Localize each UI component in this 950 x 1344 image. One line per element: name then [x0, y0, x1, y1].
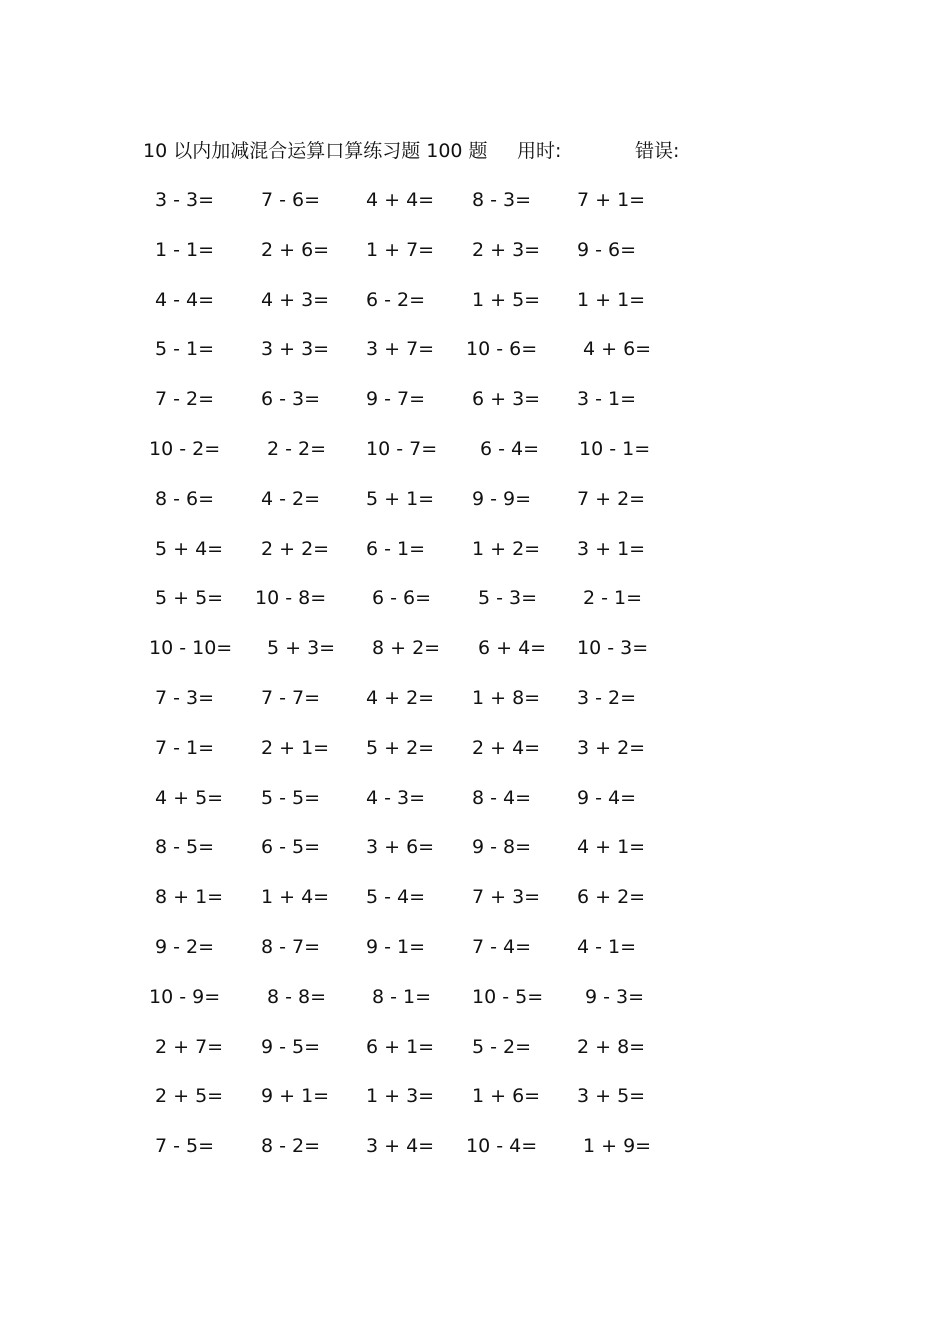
- worksheet-header: [143, 136, 783, 166]
- problem-item: 6 - 3=: [261, 388, 321, 411]
- problem-item: 9 + 1=: [261, 1085, 330, 1108]
- problem-item: 8 - 7=: [261, 935, 321, 958]
- problem-item: 8 - 5=: [155, 836, 215, 859]
- time-used-label: 用时:: [517, 140, 562, 162]
- problem-item: 5 - 2=: [472, 1035, 532, 1058]
- problem-item: 2 + 2=: [261, 537, 330, 560]
- problem-item: 1 - 1=: [155, 238, 215, 261]
- problem-item: 6 - 6=: [372, 587, 432, 610]
- problem-item: 10 - 5=: [472, 985, 544, 1008]
- problem-item: 9 - 3=: [585, 985, 645, 1008]
- problem-row: [140, 333, 680, 383]
- problem-item: 1 + 6=: [472, 1085, 541, 1108]
- problem-item: 9 - 2=: [155, 935, 215, 958]
- problem-item: 3 - 1=: [577, 388, 637, 411]
- problem-item: 5 + 2=: [366, 736, 435, 759]
- problem-item: 1 + 1=: [577, 288, 646, 311]
- problem-item: 7 - 5=: [155, 1135, 215, 1158]
- problem-row: [140, 582, 680, 632]
- problem-item: 7 - 7=: [261, 686, 321, 709]
- problem-grid: [140, 184, 680, 1180]
- problem-item: 2 - 2=: [267, 437, 327, 460]
- problem-item: 4 + 2=: [366, 686, 435, 709]
- problem-item: 6 - 5=: [261, 836, 321, 859]
- problem-item: 4 + 5=: [155, 786, 224, 809]
- problem-item: 2 - 1=: [583, 587, 643, 610]
- problem-item: 1 + 5=: [472, 288, 541, 311]
- problem-item: 10 - 8=: [255, 587, 327, 610]
- problem-row: [140, 383, 680, 433]
- problem-item: 2 + 4=: [472, 736, 541, 759]
- error-count-label: 错误:: [635, 140, 680, 162]
- problem-item: 6 + 4=: [478, 637, 547, 660]
- problem-row: [140, 732, 680, 782]
- worksheet-title: 10 以内加减混合运算口算练习题 100 题: [143, 140, 488, 162]
- problem-item: 1 + 9=: [583, 1135, 652, 1158]
- problem-item: 6 + 1=: [366, 1035, 435, 1058]
- problem-row: [140, 284, 680, 334]
- problem-item: 3 + 2=: [577, 736, 646, 759]
- problem-item: 8 - 1=: [372, 985, 432, 1008]
- problem-item: 4 - 2=: [261, 487, 321, 510]
- problem-item: 8 - 3=: [472, 189, 532, 211]
- problem-item: 5 + 1=: [366, 487, 435, 510]
- problem-row: [140, 981, 680, 1031]
- problem-item: 3 + 5=: [577, 1085, 646, 1108]
- problem-item: 6 - 4=: [480, 437, 540, 460]
- problem-item: 5 + 3=: [267, 637, 336, 660]
- problem-row: [140, 632, 680, 682]
- problem-item: 3 - 2=: [577, 686, 637, 709]
- problem-item: 8 - 6=: [155, 487, 215, 510]
- problem-row: [140, 433, 680, 483]
- problem-item: 7 - 1=: [155, 736, 215, 759]
- problem-item: 3 + 4=: [366, 1135, 435, 1158]
- problem-item: 6 + 2=: [577, 886, 646, 909]
- problem-row: [140, 881, 680, 931]
- problem-item: 10 - 6=: [466, 338, 538, 361]
- problem-item: 2 + 1=: [261, 736, 330, 759]
- problem-item: 9 - 1=: [366, 935, 426, 958]
- problem-item: 9 - 4=: [577, 786, 637, 809]
- problem-item: 4 - 3=: [366, 786, 426, 809]
- problem-row: [140, 782, 680, 832]
- problem-item: 3 + 1=: [577, 537, 646, 560]
- problem-item: 3 + 6=: [366, 836, 435, 859]
- problem-item: 10 - 4=: [466, 1135, 538, 1158]
- problem-row: [140, 184, 680, 234]
- problem-item: 7 - 3=: [155, 686, 215, 709]
- problem-item: 9 - 7=: [366, 388, 426, 411]
- problem-item: 3 + 7=: [366, 338, 435, 361]
- problem-item: 2 + 5=: [155, 1085, 224, 1108]
- problem-item: 5 - 4=: [366, 886, 426, 909]
- problem-row: [140, 931, 680, 981]
- problem-row: [140, 831, 680, 881]
- problem-item: 8 + 1=: [155, 886, 224, 909]
- problem-item: 7 + 2=: [577, 487, 646, 510]
- problem-item: 5 - 1=: [155, 338, 215, 361]
- problem-item: 9 - 6=: [577, 238, 637, 261]
- problem-item: 5 + 4=: [155, 537, 224, 560]
- problem-item: 10 - 3=: [577, 637, 649, 660]
- problem-item: 3 - 3=: [155, 189, 215, 211]
- problem-item: 8 - 2=: [261, 1135, 321, 1158]
- problem-item: 2 + 6=: [261, 238, 330, 261]
- problem-item: 7 - 2=: [155, 388, 215, 411]
- problem-item: 1 + 4=: [261, 886, 330, 909]
- problem-item: 4 + 6=: [583, 338, 652, 361]
- problem-item: 7 + 3=: [472, 886, 541, 909]
- problem-item: 8 - 4=: [472, 786, 532, 809]
- problem-item: 9 - 8=: [472, 836, 532, 859]
- problem-item: 10 - 1=: [579, 437, 651, 460]
- problem-item: 7 + 1=: [577, 189, 646, 211]
- problem-item: 10 - 10=: [149, 637, 233, 660]
- problem-item: 2 + 8=: [577, 1035, 646, 1058]
- problem-row: [140, 682, 680, 732]
- problem-item: 10 - 2=: [149, 437, 221, 460]
- problem-item: 6 - 2=: [366, 288, 426, 311]
- problem-item: 2 + 7=: [155, 1035, 224, 1058]
- problem-item: 1 + 2=: [472, 537, 541, 560]
- problem-row: [140, 234, 680, 284]
- problem-item: 3 + 3=: [261, 338, 330, 361]
- problem-item: 6 - 1=: [366, 537, 426, 560]
- problem-item: 1 + 8=: [472, 686, 541, 709]
- problem-item: 7 - 4=: [472, 935, 532, 958]
- problem-item: 5 - 5=: [261, 786, 321, 809]
- problem-item: 4 + 1=: [577, 836, 646, 859]
- problem-row: [140, 1130, 680, 1180]
- problem-item: 4 - 1=: [577, 935, 637, 958]
- problem-item: 6 + 3=: [472, 388, 541, 411]
- problem-row: [140, 1080, 680, 1130]
- problem-row: [140, 1031, 680, 1081]
- problem-item: 7 - 6=: [261, 189, 321, 211]
- problem-row: [140, 483, 680, 533]
- problem-item: 5 - 3=: [478, 587, 538, 610]
- problem-item: 4 + 4=: [366, 189, 435, 211]
- problem-item: 1 + 3=: [366, 1085, 435, 1108]
- problem-item: 5 + 5=: [155, 587, 224, 610]
- problem-row: [140, 533, 680, 583]
- problem-item: 9 - 5=: [261, 1035, 321, 1058]
- problem-item: 1 + 7=: [366, 238, 435, 261]
- problem-item: 8 - 8=: [267, 985, 327, 1008]
- problem-item: 2 + 3=: [472, 238, 541, 261]
- problem-item: 8 + 2=: [372, 637, 441, 660]
- problem-item: 4 + 3=: [261, 288, 330, 311]
- problem-item: 9 - 9=: [472, 487, 532, 510]
- problem-item: 10 - 9=: [149, 985, 221, 1008]
- problem-item: 10 - 7=: [366, 437, 438, 460]
- problem-item: 4 - 4=: [155, 288, 215, 311]
